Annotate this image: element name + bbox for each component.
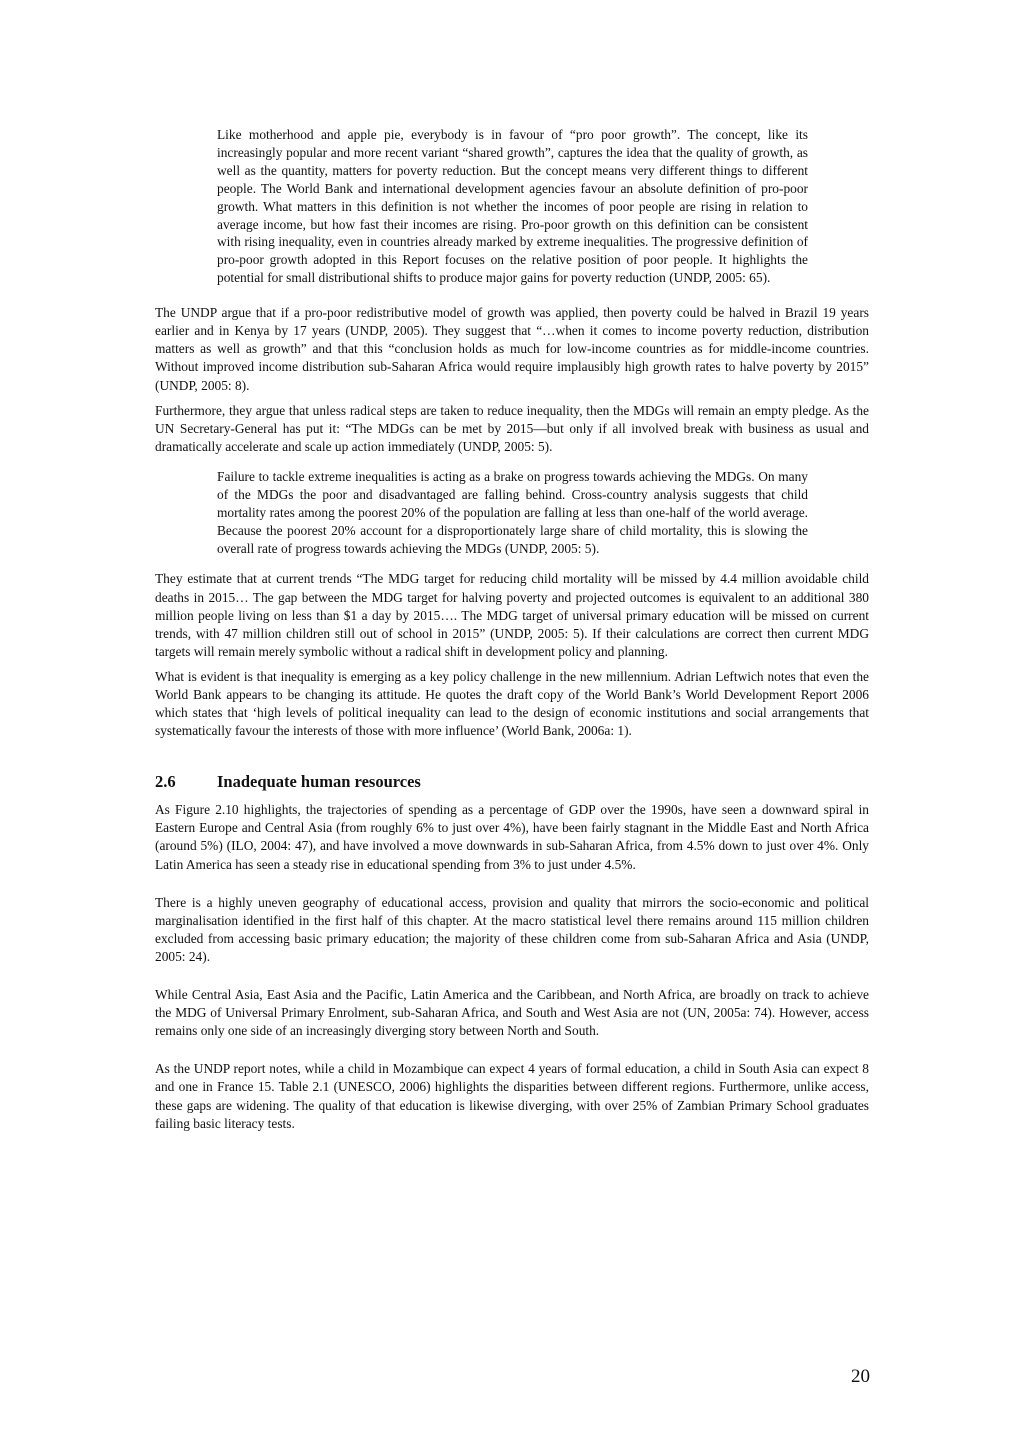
paragraph-undp-redistribution: The UNDP argue that if a pro-poor redistributive model of growth was applied, then poverty could be halved in Brazil 19 years earlier and in Kenya by 17 years (UNDP, 2005). They suggest that “…when it comes to income poverty reduction, distribution matters as well as growth” and that this “conclusion holds as much for low-income countries as for middle-income countries. Without improved income distribution sub-Saharan Africa would require implausibly high growth rates to halve poverty by 2015” (UNDP, 2005: 8). xyxy=(155,305,869,393)
paragraph-primary-enrolment: While Central Asia, East Asia and the Pacific, Latin America and the Caribbean, and North Africa, are broadly on track to achieve the MDG of Universal Primary Enrolment, sub-Saharan Africa, and South and West Asia are not (UN, 2005a: 74). However, access remains only one side of an increasingly diverging story between North and South. xyxy=(155,987,869,1039)
text-column xyxy=(155,126,869,1133)
page-number: 20 xyxy=(851,1366,870,1387)
section-number: 2.6 xyxy=(155,772,176,792)
block-quote-pro-poor-growth: Like motherhood and apple pie, everybody is in favour of “pro poor growth”. The concept, like its increasingly popular and more recent variant “shared growth”, captures the idea that the quality of growth, as well as the quantity, matters for poverty reduction. But the concept means very different things to different people. The World Bank and international development agencies favour an absolute definition of pro-poor growth. What matters in this definition is not whether the incomes of poor people are rising in relation to average income, but how fast their incomes are rising. Pro-poor growth on this definition can be consistent with rising inequality, even in countries already marked by extreme inequalities. The progressive definition of pro-poor growth adopted in this Report focuses on the relative position of poor people. It highlights the potential for small distributional shifts to produce major gains for poverty reduction (UNDP, 2005: 65). xyxy=(217,127,808,286)
paragraph-educational-geography: There is a highly uneven geography of educational access, provision and quality that mirrors the socio-economic and political marginalisation identified in the first half of this chapter. At the macro statistical level there remains around 115 million children excluded from accessing basic primary education; the majority of these children come from sub-Saharan Africa and Asia (UNDP, 2005: 24). xyxy=(155,894,869,964)
paragraph-mdg-pledge: Furthermore, they argue that unless radical steps are taken to reduce inequality, then the MDGs will remain an empty pledge. As the UN Secretary-General has put it: “The MDGs can be met by 2015—but only if all involved break with business as usual and dramatically accelerate and scale up action immediately (UNDP, 2005: 5). xyxy=(155,402,869,454)
section-title: Inadequate human resources xyxy=(217,772,421,792)
paragraph-policy-challenge: What is evident is that inequality is emerging as a key policy challenge in the new millennium. Adrian Leftwich notes that even the World Bank appears to be changing its attitude. He quotes the draft copy of the World Bank’s World Development Report 2006 which states that ‘high levels of political inequality can lead to the design of economic institutions and social arrangements that systematically favour the interests of those with more influence’ (World Bank, 2006a: 1). xyxy=(155,668,869,739)
block-quote-extreme-inequalities: Failure to tackle extreme inequalities is acting as a brake on progress towards achieving the MDGs. On many of the MDGs the poor and disadvantaged are falling behind. Cross-country analysis suggests that child mortality rates among the poorest 20% of the population are falling at less than one-half of the world average. Because the poorest 20% account for a disproportionately large share of child mortality, this is slowing the overall rate of progress towards achieving the MDGs (UNDP, 2005: 5). xyxy=(217,468,808,556)
section-heading xyxy=(155,772,869,792)
paragraph-education-spending: As Figure 2.10 highlights, the trajectories of spending as a percentage of GDP over the 1990s, have seen a downward spiral in Eastern Europe and Central Asia (from roughly 6% to just over 4%), have been fairly stagnant in the Middle East and North Africa (around 5%) (ILO, 2004: 47), and have involved a move downwards in sub-Saharan Africa, from 4.5% down to just over 4%. Only Latin America has seen a steady rise in educational spending from 3% to just under 4.5%. xyxy=(155,802,869,872)
paragraph-years-of-education: As the UNDP report notes, while a child in Mozambique can expect 4 years of formal education, a child in South Asia can expect 8 and one in France 15. Table 2.1 (UNESCO, 2006) highlights the disparities between different regions. Furthermore, unlike access, these gaps are widening. The quality of that education is likewise diverging, with over 25% of Zambian Primary School graduates failing basic literacy tests. xyxy=(155,1061,869,1131)
paragraph-current-trends: They estimate that at current trends “The MDG target for reducing child mortality will be missed by 4.4 million avoidable child deaths in 2015… The gap between the MDG target for halving poverty and projected outcomes is equivalent to an additional 380 million people living on less than $1 a day by 2015…. The MDG target of universal primary education will be missed on current trends, with 47 million children still out of school in 2015” (UNDP, 2005: 5). If their calculations are correct then current MDG targets will remain merely symbolic without a radical shift in development policy and planning. xyxy=(155,571,869,659)
